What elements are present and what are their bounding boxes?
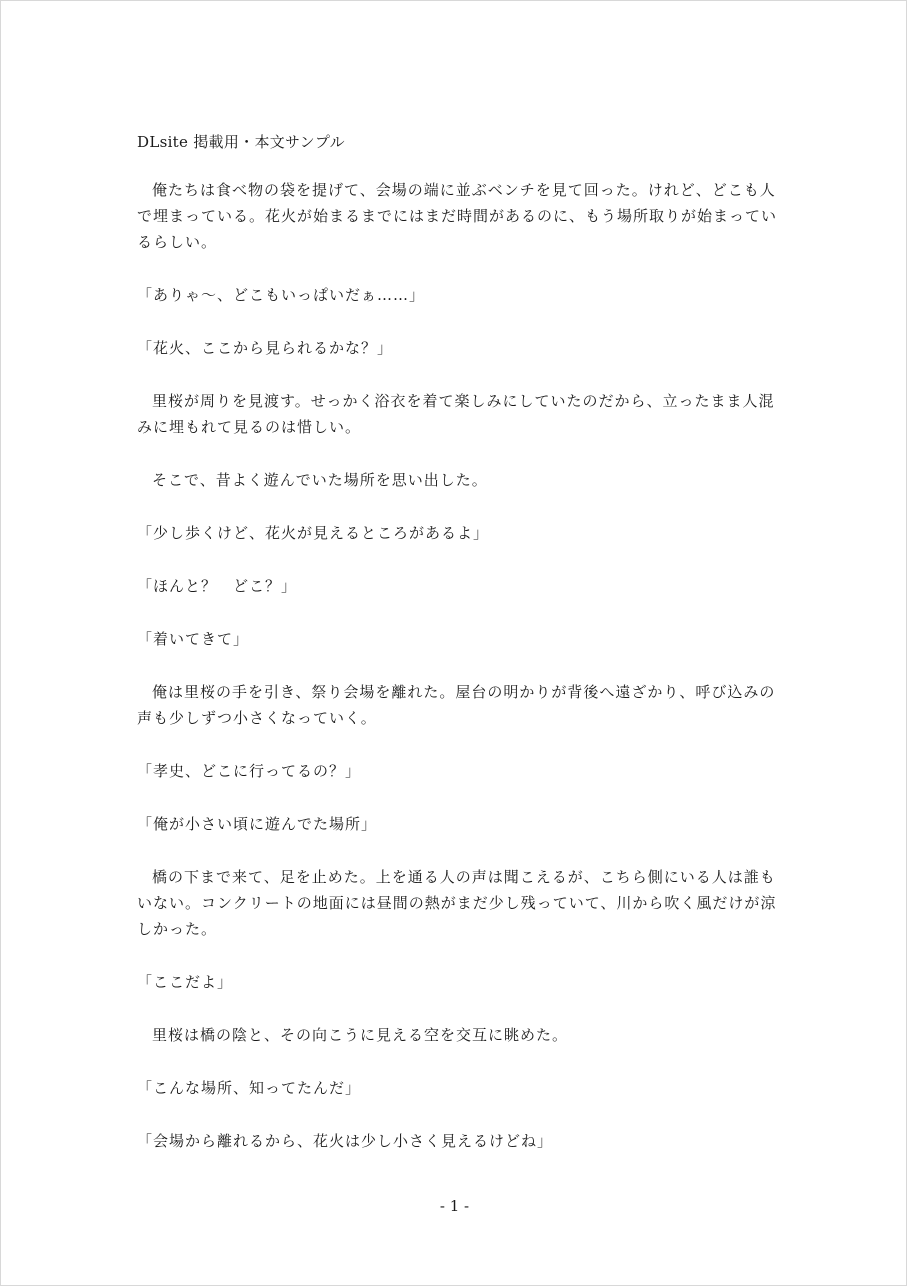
document-body: [137, 129, 787, 1181]
dialogue-line: 「花火、ここから見られるかな？」: [137, 339, 394, 357]
dialogue-line: 「ほんと？ どこ？」: [137, 577, 298, 595]
narration-paragraph: 俺たちは食べ物の袋を提げて、会場の端に並ぶベンチを見て回った。けれど、どこも人で埋まっている。花火が始まるまでにはまだ時間があるのに、もう場所取りが始まっているらしい。: [137, 181, 778, 251]
narration-paragraph: 里桜は橋の陰と、その向こうに見える空を交互に眺めた。: [152, 1026, 569, 1044]
narration-paragraph: 俺は里桜の手を引き、祭り会場を離れた。屋台の明かりが背後へ遠ざかり、呼び込みの声も少しずつ小さくなっていく。: [137, 683, 776, 727]
dialogue-line: 「少し歩くけど、花火が見えるところがあるよ」: [137, 524, 490, 542]
dialogue-line: 「俺が小さい頃に遊んでた場所」: [137, 815, 378, 833]
narration-paragraph: そこで、昔よく遊んでいた場所を思い出した。: [152, 471, 488, 489]
dialogue-line: 「こんな場所、知ってたんだ」: [137, 1079, 362, 1097]
dialogue-line: 「ここだよ」: [137, 973, 234, 991]
page-number: - 1 -: [439, 1197, 470, 1215]
dialogue-line: 「孝史、どこに行ってるの？」: [137, 762, 362, 780]
dialogue-line: 「ありゃ〜、どこもいっぱいだぁ……」: [137, 286, 426, 304]
narration-paragraph: 里桜が周りを見渡す。せっかく浴衣を着て楽しみにしていたのだから、立ったまま人混みに埋もれて見るのは惜しい。: [137, 392, 775, 436]
dialogue-line: 「会場から離れるから、花火は少し小さく見えるけどね」: [137, 1132, 554, 1150]
document-title: DLsite 掲載用・本文サンプル: [137, 133, 345, 151]
narration-paragraph: 橋の下まで来て、足を止めた。上を通る人の声は聞こえるが、こちら側にいる人は誰もいない。コンクリートの地面には昼間の熱がまだ少し残っていて、川から吹く風だけが涼しかった。: [137, 868, 777, 938]
dialogue-line: 「着いてきて」: [137, 630, 250, 648]
